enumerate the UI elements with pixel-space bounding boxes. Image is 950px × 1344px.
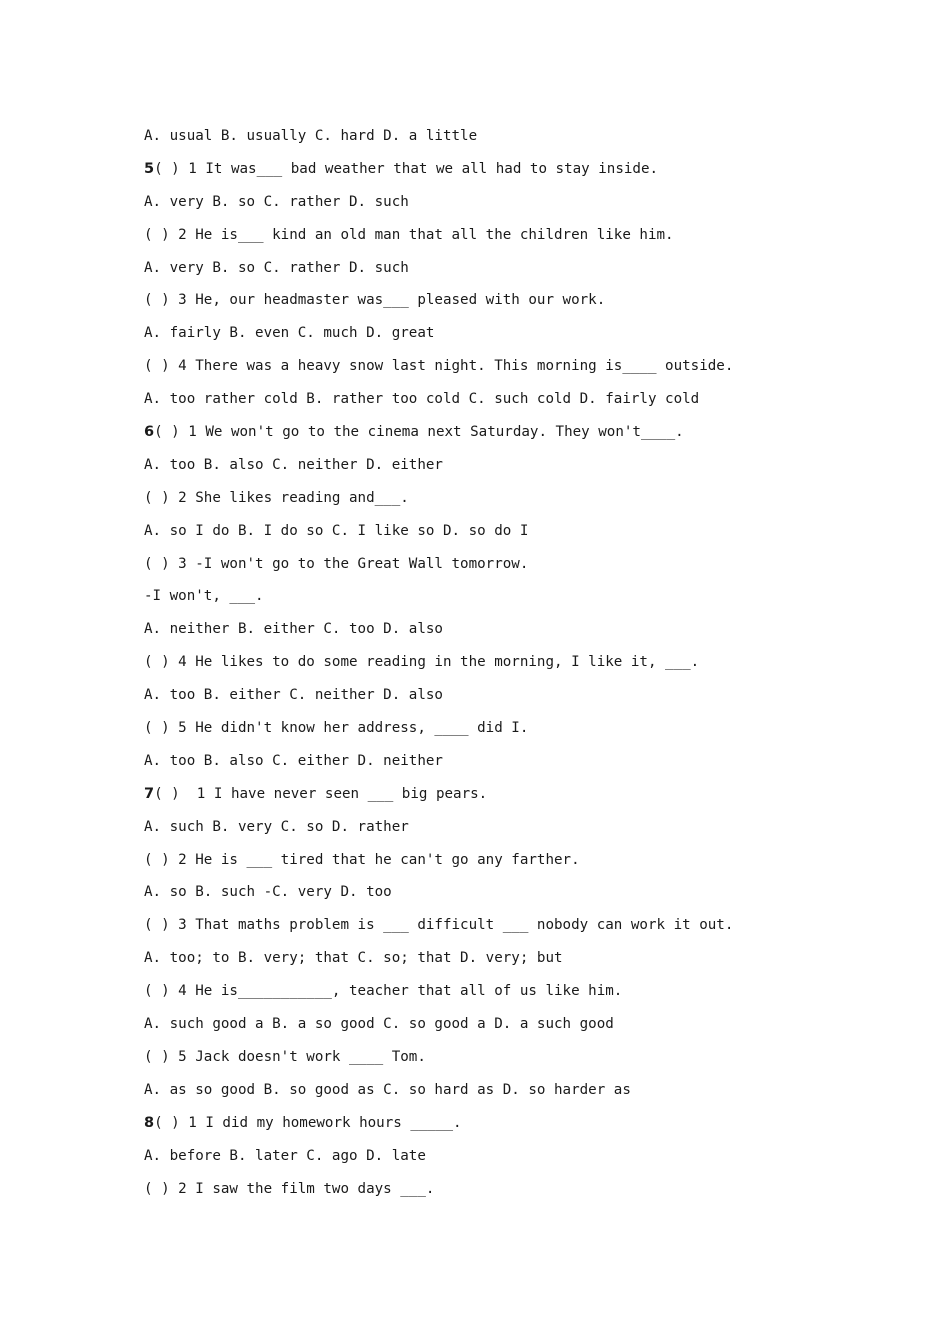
answer-options-line: [144, 816, 844, 849]
question-line: [144, 289, 844, 322]
line-text: A. so B. such -C. very D. too: [144, 884, 392, 901]
answer-options-line: [144, 1013, 844, 1046]
line-text: ( ) 1 I did my homework hours _____.: [154, 1114, 462, 1131]
question-group-line: [144, 421, 844, 454]
line-text: A. before B. later C. ago D. late: [144, 1147, 426, 1164]
answer-options-line: [144, 388, 844, 421]
line-text: A. usual B. usually C. hard D. a little: [144, 128, 478, 144]
question-line: [144, 553, 844, 586]
question-line: [144, 717, 844, 750]
line-text: A. such B. very C. so D. rather: [144, 818, 409, 835]
line-text: A. very B. so C. rather D. such: [144, 193, 409, 210]
question-line: [144, 980, 844, 1013]
line-text: ( ) 3 -I won't go to the Great Wall tomorrow.: [144, 555, 529, 572]
question-line: [144, 224, 844, 257]
line-text: A. very B. so C. rather D. such: [144, 259, 409, 276]
line-text: ( ) 2 He is ___ tired that he can't go any farther.: [144, 851, 580, 868]
line-text: ( ) 2 I saw the film two days ___.: [144, 1180, 435, 1197]
answer-options-line: [144, 257, 844, 290]
line-text: ( ) 5 Jack doesn't work ____ Tom.: [144, 1048, 426, 1065]
line-text: ( ) 2 She likes reading and___.: [144, 489, 409, 506]
answer-options-line: [144, 684, 844, 717]
question-line: [144, 1178, 844, 1211]
answer-options-line: [144, 750, 844, 783]
line-text: A. such good a B. a so good C. so good a D. a such good: [144, 1016, 614, 1033]
answer-options-line: [144, 520, 844, 553]
line-text: ( ) 4 He likes to do some reading in the morning, I like it, ___.: [144, 654, 700, 671]
question-line: [144, 355, 844, 388]
answer-options-line: [144, 191, 844, 224]
line-text: A. too rather cold B. rather too cold C. such cold D. fairly cold: [144, 391, 700, 408]
line-text: A. neither B. either C. too D. also: [144, 621, 443, 638]
answer-options-line: [144, 618, 844, 651]
answer-options-line: [144, 322, 844, 355]
question-line: [144, 1046, 844, 1079]
line-text: A. as so good B. so good as C. so hard as D. so harder as: [144, 1081, 631, 1098]
line-text: ( ) 2 He is___ kind an old man that all the children like him.: [144, 226, 674, 243]
answer-options-line: [144, 947, 844, 980]
line-text: A. too B. also C. neither D. either: [144, 456, 443, 473]
line-text: A. so I do B. I do so C. I like so D. so do I: [144, 522, 529, 539]
answer-options-line: [144, 881, 844, 914]
group-number: 6: [144, 424, 155, 441]
line-text: ( ) 1 We won't go to the cinema next Saturday. They won't____.: [154, 424, 684, 441]
line-text: A. fairly B. even C. much D. great: [144, 325, 435, 342]
line-text: ( ) 5 He didn't know her address, ____ did I.: [144, 720, 529, 737]
line-text: ( ) 3 That maths problem is ___ difficult ___ nobody can work it out.: [144, 917, 734, 934]
group-number: 8: [144, 1114, 155, 1131]
question-line: [144, 849, 844, 882]
document-page: [144, 125, 844, 1210]
answer-options-line: [144, 1079, 844, 1112]
line-text: ( ) 4 He is___________, teacher that all of us like him.: [144, 983, 623, 1000]
line-text: ( ) 3 He, our headmaster was___ pleased with our work.: [144, 292, 606, 309]
question-line: [144, 914, 844, 947]
line-text: ( ) 1 I have never seen ___ big pears.: [154, 785, 488, 802]
question-group-line: [144, 783, 844, 816]
answer-options-line: [144, 1145, 844, 1178]
line-text: A. too B. either C. neither D. also: [144, 687, 443, 704]
line-text: ( ) 4 There was a heavy snow last night. This morning is____ outside.: [144, 358, 734, 375]
group-number: 5: [144, 160, 155, 177]
group-number: 7: [144, 785, 155, 802]
line-text: A. too B. also C. either D. neither: [144, 752, 443, 769]
question-group-line: [144, 1112, 844, 1145]
question-group-line: [144, 158, 844, 191]
question-line: [144, 585, 844, 618]
line-text: ( ) 1 It was___ bad weather that we all had to stay inside.: [154, 160, 659, 177]
answer-options-line: [144, 125, 844, 158]
line-text: -I won't, ___.: [144, 588, 264, 605]
answer-options-line: [144, 454, 844, 487]
question-line: [144, 651, 844, 684]
question-line: [144, 487, 844, 520]
line-text: A. too; to B. very; that C. so; that D. very; but: [144, 950, 563, 967]
